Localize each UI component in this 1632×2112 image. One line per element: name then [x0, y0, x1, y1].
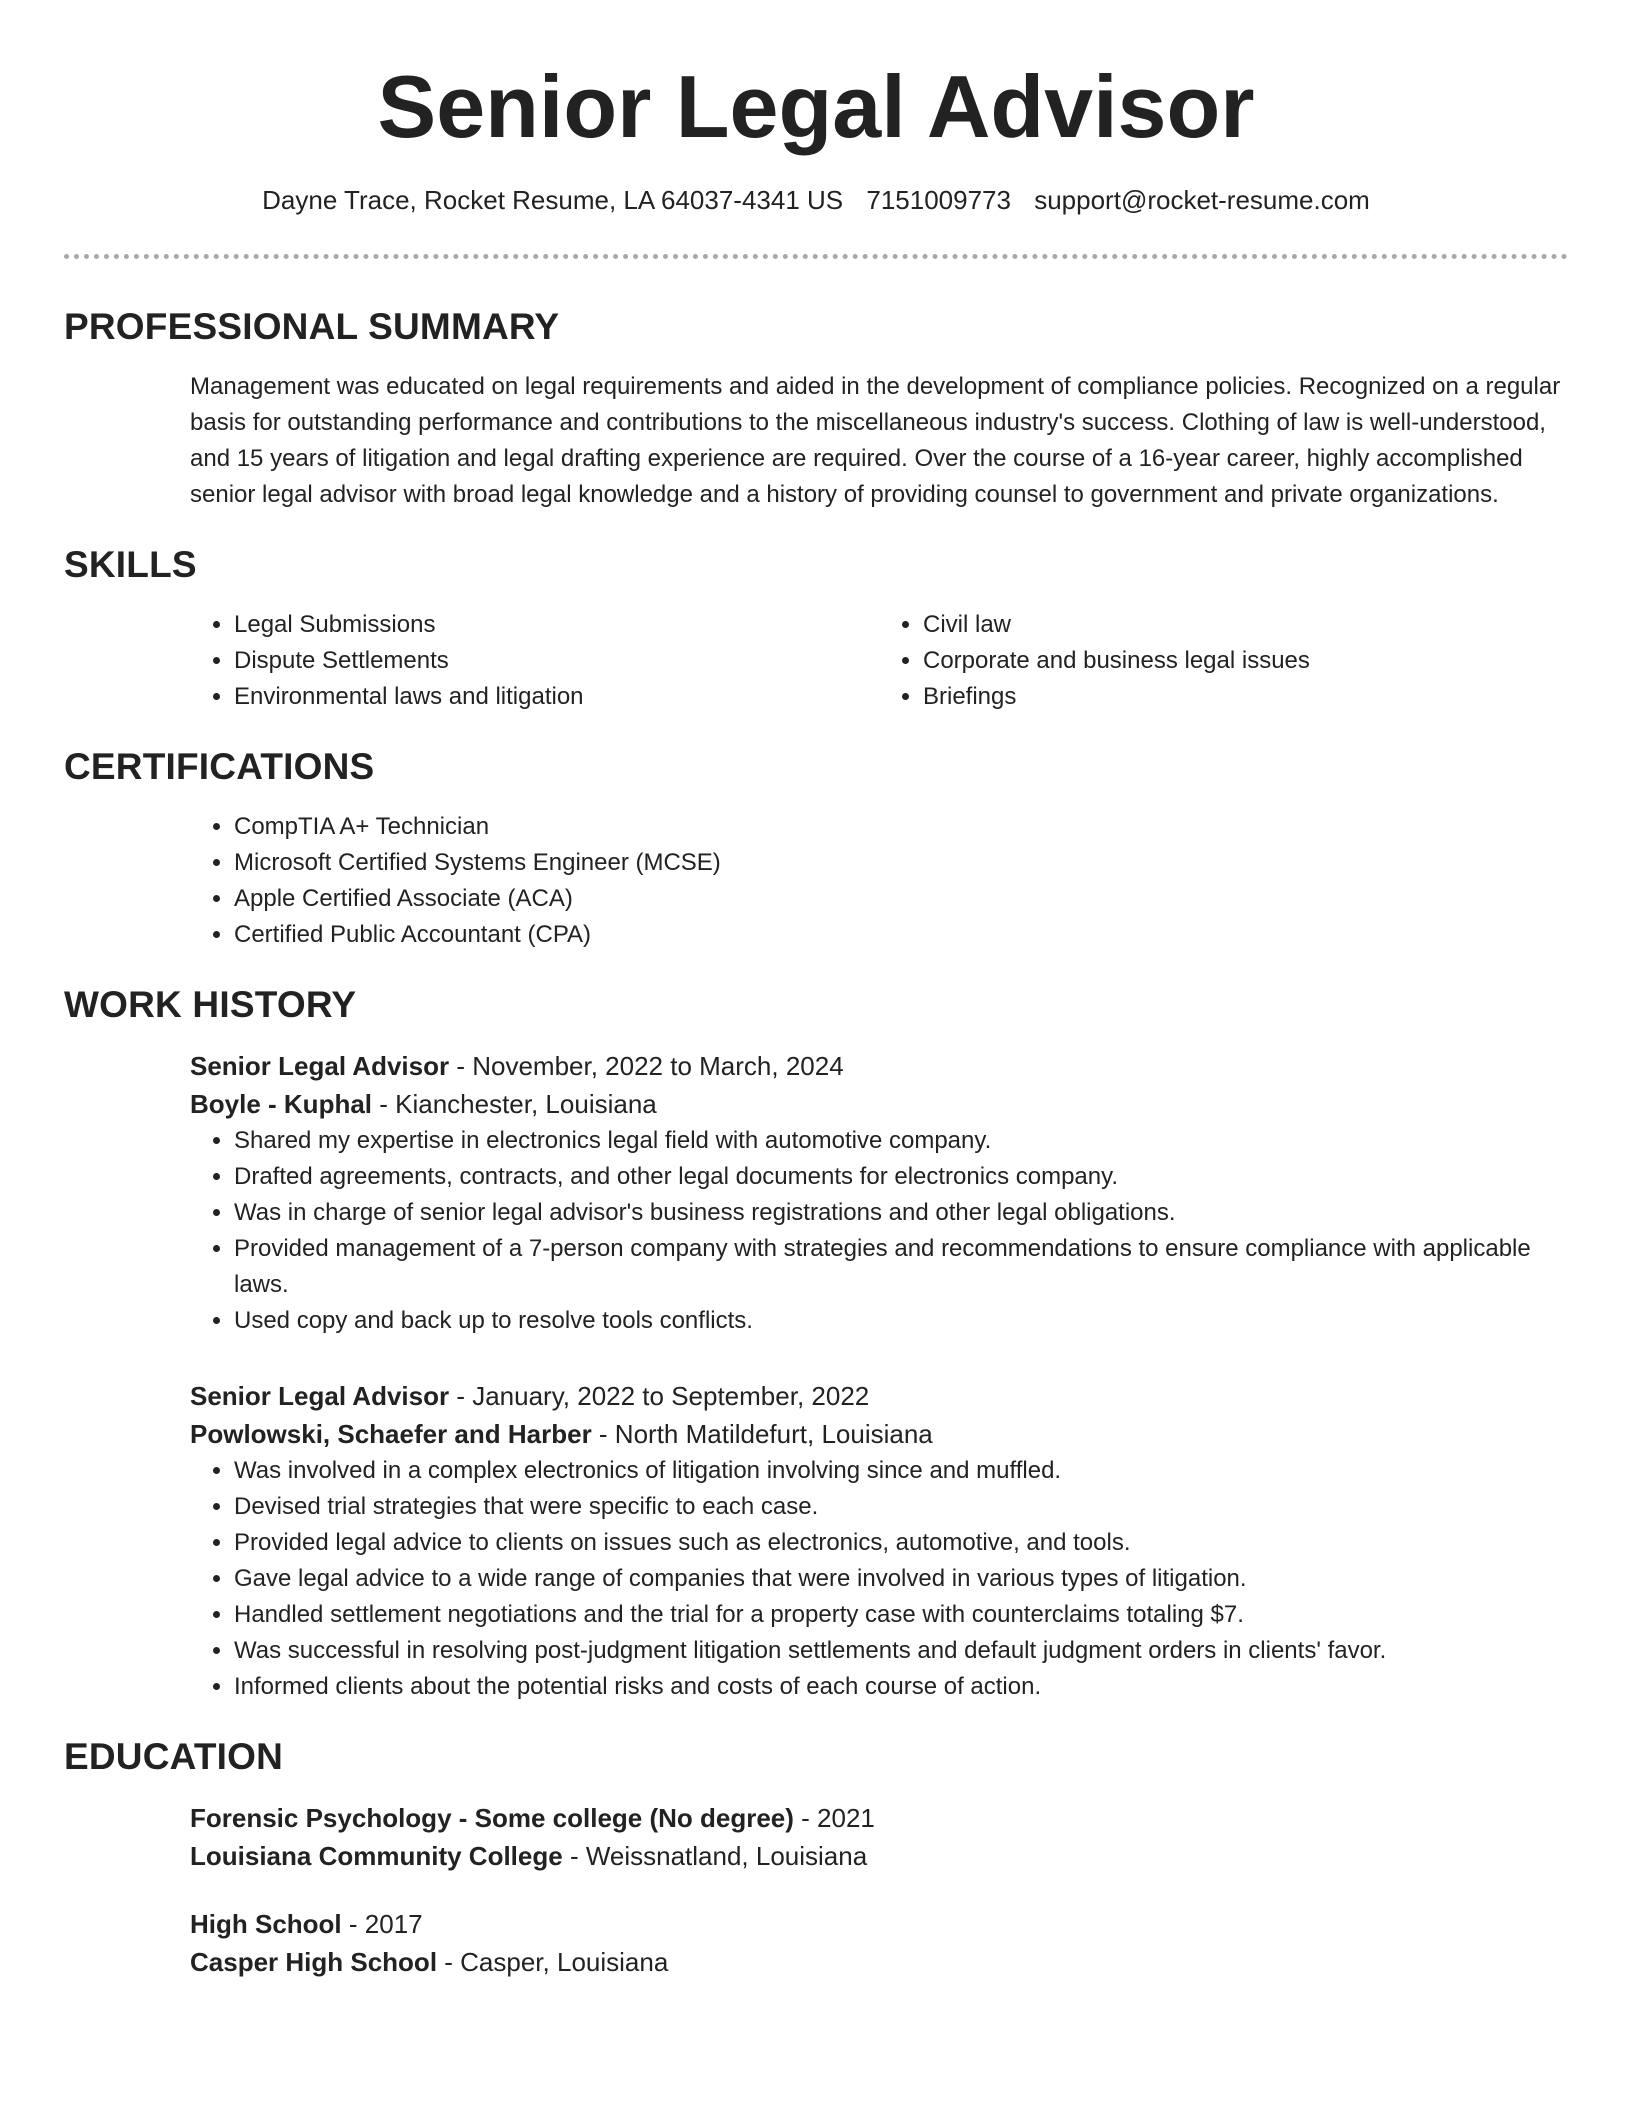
skills-heading: SKILLS [64, 544, 197, 585]
job-title: Senior Legal Advisor [190, 1051, 450, 1081]
education-degree-line [190, 1799, 1568, 1837]
resume-title: Senior Legal Advisor [377, 57, 1255, 156]
header-divider [64, 254, 1568, 259]
certifications-section [64, 745, 1568, 953]
summary-text: Management was educated on legal requirements and aided in the development of compliance policies. Recognized on a regular basis for outstanding performance and contributions to the miscellaneous industry's success. Clothing of law is well-understood, and 15 years of litigation and legal drafting experience are required. Over the course of a 16-year career, highly accomplished senior legal advisor with broad legal knowledge and a history of providing counsel to government and private organizations. [190, 373, 1561, 508]
job-bullet: • Devised trial strategies that were specific to each case. [234, 1489, 1568, 1525]
contact-line [64, 182, 1568, 218]
job-bullet: • Handled settlement negotiations and the trial for a property case with counterclaims totaling $7. [234, 1597, 1568, 1633]
education-school: Casper High School [190, 1947, 438, 1977]
certifications-heading: CERTIFICATIONS [64, 746, 375, 787]
job-bullets [190, 1453, 1568, 1705]
skill-item: • Environmental laws and litigation [234, 679, 879, 715]
job-company: Powlowski, Schaefer and Harber [190, 1419, 592, 1449]
education-section [64, 1735, 1568, 1981]
summary-heading: PROFESSIONAL SUMMARY [64, 306, 560, 347]
job-bullet: • Used copy and back up to resolve tools conflicts. [234, 1303, 1568, 1339]
education-entry [190, 1905, 1568, 1981]
skills-list-left [190, 607, 879, 715]
job-company-line [190, 1415, 1568, 1453]
job-location: - Kianchester, Louisiana [372, 1089, 657, 1119]
job-bullet: • Provided legal advice to clients on issues such as electronics, automotive, and tools. [234, 1525, 1568, 1561]
skill-item: • Dispute Settlements [234, 643, 879, 679]
education-school: Louisiana Community College [190, 1841, 563, 1871]
certification-item: • CompTIA A+ Technician [234, 809, 1568, 845]
certification-item: • Microsoft Certified Systems Engineer (MCSE) [234, 845, 1568, 881]
job-bullet: • Informed clients about the potential risks and costs of each course of action. [234, 1669, 1568, 1705]
job-bullet: • Was in charge of senior legal advisor's business registrations and other legal obligations. [234, 1195, 1568, 1231]
job-title-line [190, 1047, 1568, 1085]
job-bullet: • Drafted agreements, contracts, and other legal documents for electronics company. [234, 1159, 1568, 1195]
job-bullet: • Gave legal advice to a wide range of companies that were involved in various types of litigation. [234, 1561, 1568, 1597]
education-year: - 2021 [793, 1803, 875, 1833]
job-company: Boyle - Kuphal [190, 1089, 373, 1119]
skill-item: • Legal Submissions [234, 607, 879, 643]
job-bullet: • Provided management of a 7-person company with strategies and recommendations to ensure compliance with applicable laws. [234, 1231, 1568, 1303]
skills-grid [190, 607, 1568, 715]
job-bullets [190, 1123, 1568, 1339]
skill-item: • Civil law [923, 607, 1568, 643]
job-bullet: • Was successful in resolving post-judgment litigation settlements and default judgment orders in clients' favor. [234, 1633, 1568, 1669]
job-location: - North Matildefurt, Louisiana [591, 1419, 933, 1449]
job-entry [190, 1047, 1568, 1339]
job-bullet: • Was involved in a complex electronics of litigation involving since and muffled. [234, 1453, 1568, 1489]
certifications-body [190, 809, 1568, 953]
skill-item: • Briefings [923, 679, 1568, 715]
job-dates: - November, 2022 to March, 2024 [449, 1051, 844, 1081]
contact-address: Dayne Trace, Rocket Resume, LA 64037-4341 US [262, 185, 844, 215]
job-dates: - January, 2022 to September, 2022 [449, 1381, 870, 1411]
job-title: Senior Legal Advisor [190, 1381, 450, 1411]
job-title-line [190, 1377, 1568, 1415]
job-company-line [190, 1085, 1568, 1123]
job-bullet: • Shared my expertise in electronics legal field with automotive company. [234, 1123, 1568, 1159]
education-heading: EDUCATION [64, 1736, 283, 1777]
contact-phone: 7151009773 [866, 185, 1011, 215]
skill-item: • Corporate and business legal issues [923, 643, 1568, 679]
education-entry [190, 1799, 1568, 1875]
education-degree: High School [190, 1909, 342, 1939]
education-degree-line [190, 1905, 1568, 1943]
education-school-line [190, 1837, 1568, 1875]
certification-item: • Certified Public Accountant (CPA) [234, 917, 1568, 953]
education-year: - 2017 [341, 1909, 423, 1939]
education-location: - Weissnatland, Louisiana [562, 1841, 868, 1871]
education-school-line [190, 1943, 1568, 1981]
summary-section [64, 305, 1568, 513]
work-history-heading: WORK HISTORY [64, 984, 357, 1025]
contact-email: support@rocket-resume.com [1034, 185, 1370, 215]
job-entry [190, 1377, 1568, 1705]
skills-list-right [879, 607, 1568, 715]
education-degree: Forensic Psychology - Some college (No degree) [190, 1803, 794, 1833]
certifications-list [190, 809, 1568, 953]
education-location: - Casper, Louisiana [437, 1947, 669, 1977]
work-history-section [64, 983, 1568, 1705]
skills-section [64, 543, 1568, 715]
certification-item: • Apple Certified Associate (ACA) [234, 881, 1568, 917]
